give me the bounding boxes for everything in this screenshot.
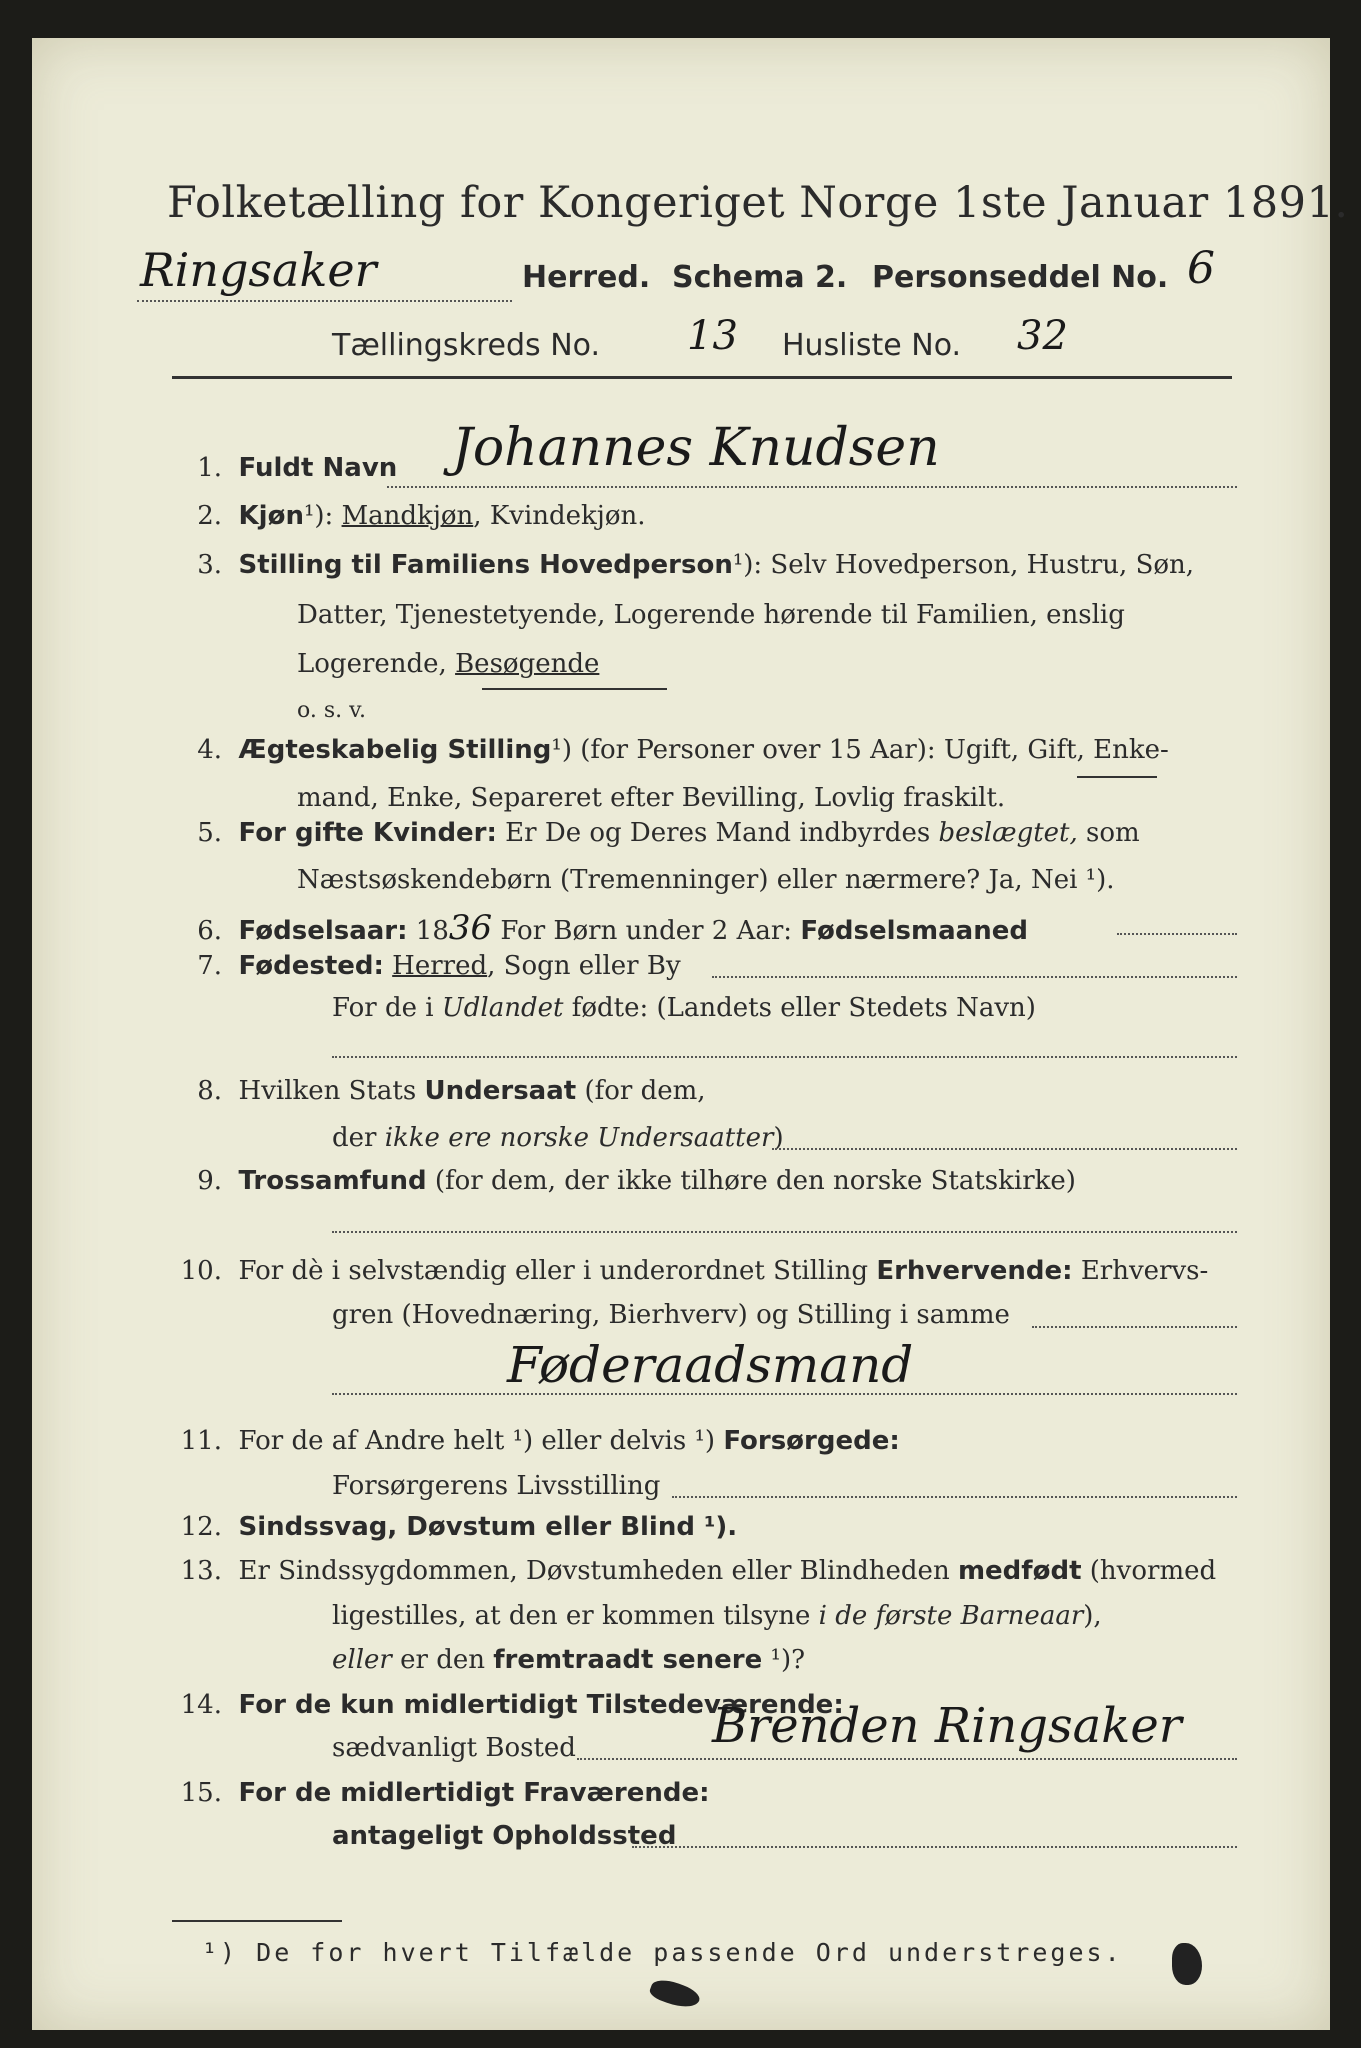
fodested-dotted-line bbox=[712, 976, 1237, 978]
item-12: 12. Sindssvag, Døvstum eller Blind ¹). bbox=[180, 1512, 738, 1542]
bosted-dotted-line bbox=[577, 1758, 1237, 1760]
forsorger-dotted-line bbox=[672, 1496, 1237, 1498]
item-15: 15. For de midlertidigt Fraværende: bbox=[180, 1778, 710, 1808]
item-3-line-3: Logerende, Besøgende bbox=[297, 649, 600, 679]
item-6: 6. Fødselsaar: 1836 For Børn under 2 Aar: Fødselsmaaned bbox=[197, 908, 1028, 948]
item-14-line-2: sædvanligt Bosted bbox=[332, 1733, 576, 1763]
item-7: 7. Fødested: Herred, Sogn eller By bbox=[197, 951, 681, 981]
herred-dotted-line bbox=[137, 300, 512, 302]
husliste-number: 32 bbox=[1017, 313, 1068, 359]
herred-label: Herred. bbox=[522, 260, 651, 295]
item-1: 1. Fuldt Navn bbox=[197, 453, 398, 483]
fodselsmaaned-dotted-line bbox=[1117, 933, 1237, 935]
item-13: 13. Er Sindssygdommen, Døvstumheden eller Blindheden medfødt (hvormed bbox=[180, 1556, 1217, 1586]
opholdssted-dotted-line bbox=[632, 1846, 1237, 1848]
occupation-handwritten: Føderaadsmand bbox=[507, 1336, 914, 1394]
item-10: 10. For dè i selvstændig eller i underordnet Stilling Erhvervende: Erhvervs- bbox=[180, 1256, 1209, 1286]
item-10-line-2: gren (Hovednæring, Bierhverv) og Stilling i samme bbox=[332, 1300, 1010, 1330]
item-4-line-2: mand, Enke, Separeret efter Bevilling, Lovlig fraskilt. bbox=[297, 783, 1006, 813]
item-5: 5. For gifte Kvinder: Er De og Deres Mand indbyrdes beslægtet, som bbox=[197, 818, 1140, 848]
udlandet-dotted-line bbox=[332, 1056, 1237, 1058]
besogende-underline bbox=[482, 688, 667, 690]
item-13-line-2: ligestilles, at den er kommen tilsyne i de første Barneaar), bbox=[332, 1601, 1102, 1631]
header-divider bbox=[172, 376, 1232, 379]
trossamfund-dotted-line bbox=[332, 1231, 1237, 1233]
item-8-line-2: der ikke ere norske Undersaatter) bbox=[332, 1123, 784, 1153]
enkemand-mark bbox=[1077, 776, 1157, 778]
herred-name-handwritten: Ringsaker bbox=[140, 243, 377, 297]
erhverv-dotted-line-1 bbox=[1032, 1326, 1237, 1328]
ink-blot bbox=[1172, 1943, 1202, 1985]
ink-blot bbox=[648, 1975, 703, 2013]
item-2: 2. Kjøn¹): Mandkjøn, Kvindekjøn. bbox=[197, 501, 646, 531]
item-3-line-4: o. s. v. bbox=[297, 698, 366, 723]
kreds-number: 13 bbox=[687, 313, 738, 359]
personseddel-label: Personseddel No. bbox=[872, 260, 1169, 295]
husliste-label: Husliste No. bbox=[782, 328, 962, 363]
item-11: 11. For de af Andre helt ¹) eller delvis ¹) Forsørgede: bbox=[180, 1426, 900, 1456]
form-title: Folketælling for Kongeriget Norge 1ste Januar 1891. bbox=[167, 178, 1349, 228]
undersaat-dotted-line bbox=[772, 1148, 1237, 1150]
item-3: 3. Stilling til Familiens Hovedperson¹): Selv Hovedperson, Hustru, Søn, bbox=[197, 550, 1195, 580]
item-15-line-2: antageligt Opholdssted bbox=[332, 1821, 677, 1851]
personseddel-number: 6 bbox=[1187, 243, 1215, 294]
footnote: ¹) De for hvert Tilfælde passende Ord understreges. bbox=[202, 1938, 1123, 1967]
footnote-rule bbox=[172, 1920, 342, 1922]
kreds-label: Tællingskreds No. bbox=[332, 328, 600, 363]
census-form-page bbox=[32, 38, 1349, 2030]
residence-handwritten: Brenden Ringsaker bbox=[712, 1698, 1182, 1754]
item-5-line-2: Næstsøskendebørn (Tremenninger) eller nærmere? Ja, Nei ¹). bbox=[297, 865, 1115, 895]
full-name-handwritten: Johannes Knudsen bbox=[452, 418, 940, 478]
item-3-line-2: Datter, Tjenestetyende, Logerende hørende til Familien, enslig bbox=[297, 600, 1125, 630]
name-dotted-line bbox=[387, 486, 1237, 488]
item-4: 4. Ægteskabelig Stilling¹) (for Personer over 15 Aar): Ugift, Gift, Enke- bbox=[197, 735, 1169, 765]
item-11-line-2: Forsørgerens Livsstilling bbox=[332, 1471, 661, 1501]
item-13-line-3: eller er den fremtraadt senere ¹)? bbox=[332, 1645, 806, 1675]
item-14: 14. For de kun midlertidigt Tilstedeværende: bbox=[180, 1690, 844, 1720]
erhverv-dotted-line-2 bbox=[332, 1393, 1237, 1395]
schema-label: Schema 2. bbox=[672, 260, 848, 295]
item-9: 9. Trossamfund (for dem, der ikke tilhøre den norske Statskirke) bbox=[197, 1166, 1076, 1196]
item-8: 8. Hvilken Stats Undersaat (for dem, bbox=[197, 1076, 706, 1106]
item-7-line-2: For de i Udlandet fødte: (Landets eller Stedets Navn) bbox=[332, 993, 1036, 1023]
